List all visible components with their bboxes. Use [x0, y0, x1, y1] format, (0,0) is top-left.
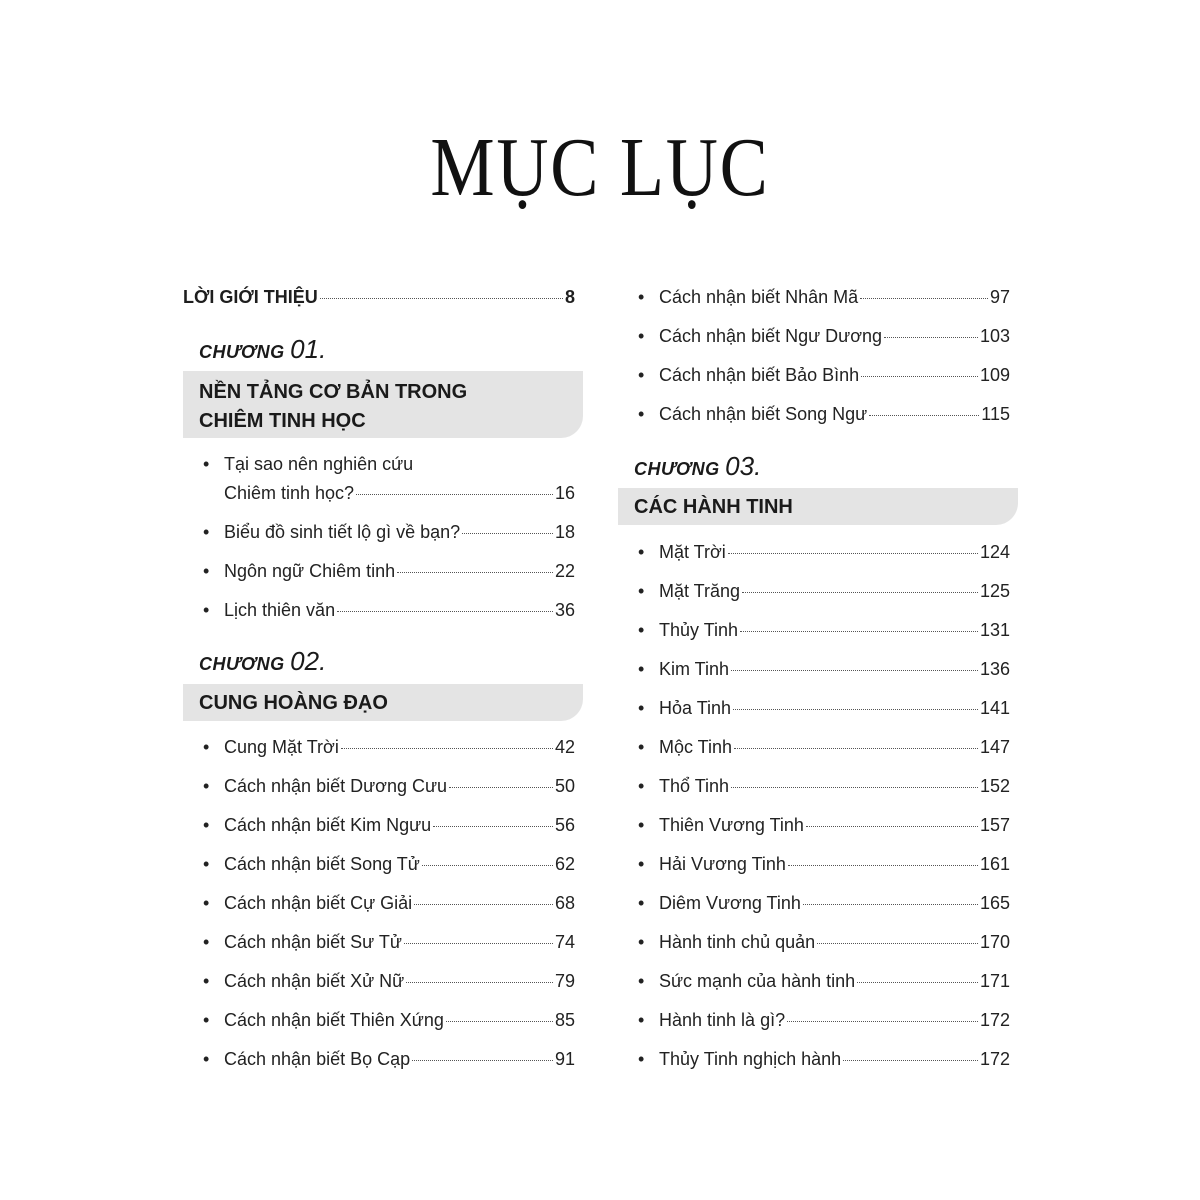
toc-entry[interactable]: [638, 326, 1010, 347]
chapter-number: 03.: [725, 451, 762, 481]
toc-entry[interactable]: [203, 561, 575, 582]
dot-leader: [731, 787, 978, 788]
bullet-icon: •: [203, 1010, 210, 1030]
toc-entry-page: 8: [564, 287, 575, 307]
toc-entry-page: 16: [554, 483, 575, 503]
toc-entry-label: Hành tinh chủ quản: [659, 932, 816, 952]
dot-leader: [787, 1021, 978, 1022]
toc-entry-page: 165: [979, 893, 1010, 913]
toc-entry[interactable]: [638, 659, 1010, 680]
bullet-icon: •: [203, 932, 210, 952]
chapter-number: 01.: [290, 334, 327, 364]
toc-entry[interactable]: [203, 522, 575, 543]
dot-leader: [857, 982, 978, 983]
bullet-icon: •: [638, 620, 645, 640]
toc-entry[interactable]: [203, 1010, 575, 1031]
dot-leader: [817, 943, 978, 944]
toc-entry-label: Sức mạnh của hành tinh: [659, 971, 856, 991]
toc-entry-label: Cách nhận biết Cự Giải: [224, 893, 413, 913]
toc-entry-page: 131: [979, 620, 1010, 640]
bullet-icon: •: [638, 542, 645, 562]
toc-entry-label: Hành tinh là gì?: [659, 1010, 786, 1030]
toc-entry-page: 56: [554, 815, 575, 835]
bullet-icon: •: [638, 365, 645, 385]
toc-entry-label: Cách nhận biết Dương Cưu: [224, 776, 448, 796]
toc-entry[interactable]: [638, 815, 1010, 836]
dot-leader: [412, 1060, 553, 1061]
toc-entry[interactable]: [638, 404, 1010, 425]
toc-entry[interactable]: [203, 600, 575, 621]
bullet-icon: •: [638, 404, 645, 424]
dot-leader: [733, 709, 978, 710]
toc-entry-label: Cách nhận biết Nhân Mã: [659, 287, 859, 307]
toc-entry-label: Thủy Tinh nghịch hành: [659, 1049, 842, 1069]
toc-entry-page: 79: [554, 971, 575, 991]
toc-entry-label: Thủy Tinh: [659, 620, 739, 640]
toc-entry-page: 136: [979, 659, 1010, 679]
toc-entry[interactable]: [638, 1010, 1010, 1031]
dot-leader: [884, 337, 978, 338]
bullet-icon: •: [203, 522, 210, 542]
toc-entry-label: Cách nhận biết Song Tử: [224, 854, 420, 874]
toc-entry[interactable]: [224, 483, 575, 504]
toc-entry[interactable]: [203, 971, 575, 992]
chapter-prefix: CHƯƠNG: [199, 342, 285, 362]
toc-entry-label: Kim Tinh: [659, 659, 730, 679]
toc-entry-label: Hải Vương Tinh: [659, 854, 786, 874]
dot-leader: [446, 1021, 553, 1022]
toc-entry-label: Cách nhận biết Bảo Bình: [659, 365, 860, 385]
bullet-icon: •: [638, 776, 645, 796]
toc-entry-page: 161: [979, 854, 1010, 874]
dot-leader: [422, 865, 553, 866]
bullet-icon: •: [638, 854, 645, 874]
dot-leader: [320, 298, 563, 299]
dot-leader: [843, 1060, 978, 1061]
chapter-label: [199, 646, 326, 677]
bullet-icon: •: [203, 561, 210, 581]
bullet-icon: •: [203, 737, 210, 757]
toc-entry[interactable]: [203, 815, 575, 836]
toc-entry-page: 152: [979, 776, 1010, 796]
toc-entry-page: 124: [979, 542, 1010, 562]
dot-leader: [740, 631, 978, 632]
dot-leader: [449, 787, 553, 788]
chapter-heading-line: NỀN TẢNG CƠ BẢN TRONG: [199, 381, 468, 403]
toc-entry-label: Cách nhận biết Kim Ngưu: [224, 815, 432, 835]
bullet-icon: •: [203, 971, 210, 991]
chapter-number: 02.: [290, 646, 327, 676]
toc-entry[interactable]: [203, 893, 575, 914]
toc-entry-page: 172: [979, 1010, 1010, 1030]
chapter-heading: [618, 488, 1018, 525]
toc-entry-label: Cách nhận biết Song Ngư: [659, 404, 868, 424]
dot-leader: [742, 592, 978, 593]
toc-entry-page: 42: [554, 737, 575, 757]
toc-entry-page: 171: [979, 971, 1010, 991]
toc-entry[interactable]: [203, 854, 575, 875]
chapter-prefix: CHƯƠNG: [634, 459, 720, 479]
dot-leader: [728, 553, 978, 554]
dot-leader: [860, 298, 988, 299]
toc-entry-label: Lịch thiên văn: [224, 600, 336, 620]
chapter-prefix: CHƯƠNG: [199, 654, 285, 674]
dot-leader: [356, 494, 553, 495]
bullet-icon: •: [638, 971, 645, 991]
chapter-heading: [183, 371, 583, 438]
toc-entry-label: Cách nhận biết Thiên Xứng: [224, 1010, 444, 1030]
toc-entry-label: Chiêm tinh học?: [224, 483, 355, 503]
toc-entry[interactable]: [638, 854, 1010, 875]
chapter-heading: [183, 684, 583, 721]
toc-entry-page: 36: [554, 600, 575, 620]
bullet-icon: •: [638, 287, 645, 307]
toc-intro-entry[interactable]: [183, 287, 575, 308]
toc-entry-page: 147: [979, 737, 1010, 757]
toc-entry[interactable]: [638, 893, 1010, 914]
toc-entry-page: 74: [554, 932, 575, 952]
bullet-icon: •: [638, 1049, 645, 1069]
bullet-icon: •: [638, 326, 645, 346]
dot-leader: [406, 982, 553, 983]
dot-leader: [433, 826, 553, 827]
toc-entry[interactable]: [638, 620, 1010, 641]
toc-entry-label: Thổ Tinh: [659, 776, 730, 796]
bullet-icon: •: [638, 698, 645, 718]
toc-entry-page: 109: [979, 365, 1010, 385]
toc-entry-label: Diêm Vương Tinh: [659, 893, 801, 913]
toc-entry[interactable]: [638, 365, 1010, 386]
toc-entry-label: Ngôn ngữ Chiêm tinh: [224, 561, 396, 581]
toc-entry-page: 172: [979, 1049, 1010, 1069]
bullet-icon: •: [638, 1010, 645, 1030]
chapter-label: [634, 451, 761, 482]
toc-entry[interactable]: [638, 776, 1010, 797]
bullet-icon: •: [638, 893, 645, 913]
chapter-heading-line: CUNG HOÀNG ĐẠO: [199, 692, 388, 714]
toc-entry-label: Mộc Tinh: [659, 737, 733, 757]
bullet-icon: •: [638, 659, 645, 679]
bullet-icon: •: [638, 581, 645, 601]
toc-entry-page: 62: [554, 854, 575, 874]
dot-leader: [337, 611, 553, 612]
toc-entry[interactable]: [638, 287, 1010, 308]
dot-leader: [414, 904, 553, 905]
dot-leader: [734, 748, 978, 749]
toc-entry-label: Cách nhận biết Ngư Dương: [659, 326, 883, 346]
bullet-icon: •: [638, 815, 645, 835]
toc-entry-label: Thiên Vương Tinh: [659, 815, 804, 835]
chapter-label: [199, 334, 326, 365]
toc-entry-label: Cách nhận biết Sư Tử: [224, 932, 402, 952]
toc-entry-label: Mặt Trăng: [659, 581, 741, 601]
toc-entry-label: LỜI GIỚI THIỆU: [183, 287, 318, 307]
toc-entry-label: Hỏa Tinh: [659, 698, 732, 718]
toc-entry-page: 68: [554, 893, 575, 913]
toc-entry-page: 157: [979, 815, 1010, 835]
toc-entry-page: 18: [554, 522, 575, 542]
chapter-heading-line: CÁC HÀNH TINH: [634, 496, 793, 518]
toc-entry-label: Biểu đồ sinh tiết lộ gì về bạn?: [224, 522, 461, 542]
bullet-icon: •: [203, 893, 210, 913]
chapter-heading-line: CHIÊM TINH HỌC: [199, 410, 366, 432]
page-title: MỤC LỤC: [430, 121, 770, 214]
toc-entry-page: 22: [554, 561, 575, 581]
toc-entry-label: Cách nhận biết Xử Nữ: [224, 971, 405, 991]
dot-leader: [462, 533, 553, 534]
dot-leader: [404, 943, 553, 944]
bullet-icon: •: [203, 854, 210, 874]
dot-leader: [869, 415, 979, 416]
bullet-icon: •: [203, 600, 210, 620]
toc-entry-page: 125: [979, 581, 1010, 601]
bullet-icon: •: [203, 1049, 210, 1069]
bullet-icon: •: [638, 737, 645, 757]
toc-entry[interactable]: [203, 776, 575, 797]
toc-entry[interactable]: [638, 542, 1010, 563]
dot-leader: [341, 748, 553, 749]
toc-entry[interactable]: [638, 932, 1010, 953]
dot-leader: [788, 865, 978, 866]
toc-entry[interactable]: [203, 737, 575, 758]
dot-leader: [731, 670, 978, 671]
dot-leader: [803, 904, 978, 905]
toc-entry[interactable]: [638, 1049, 1010, 1070]
toc-entry-label: Mặt Trời: [659, 542, 726, 562]
toc-entry-page: 91: [554, 1049, 575, 1069]
toc-entry[interactable]: [203, 1049, 575, 1070]
toc-entry-page: 115: [981, 404, 1010, 424]
toc-entry-page: 170: [979, 932, 1010, 952]
bullet-icon: •: [638, 932, 645, 952]
toc-entry-page: 103: [979, 326, 1010, 346]
bullet-icon: •: [203, 815, 210, 835]
toc-entry[interactable]: [638, 581, 1010, 602]
toc-entry-page: 141: [979, 698, 1010, 718]
toc-entry[interactable]: [638, 971, 1010, 992]
dot-leader: [806, 826, 978, 827]
bullet-icon: •: [203, 454, 210, 474]
dot-leader: [861, 376, 978, 377]
toc-entry-label: Cung Mặt Trời: [224, 737, 339, 757]
bullet-icon: •: [203, 776, 210, 796]
toc-entry[interactable]: [638, 737, 1010, 758]
toc-entry-page: 50: [554, 776, 575, 796]
toc-entry-page: 97: [989, 287, 1010, 307]
toc-entry-label-line: • Tại sao nên nghiên cứu: [203, 454, 414, 474]
toc-entry-label: Cách nhận biết Bọ Cạp: [224, 1049, 411, 1069]
toc-entry-page: 85: [554, 1010, 575, 1030]
toc-entry[interactable]: [203, 932, 575, 953]
dot-leader: [397, 572, 553, 573]
toc-entry[interactable]: [638, 698, 1010, 719]
